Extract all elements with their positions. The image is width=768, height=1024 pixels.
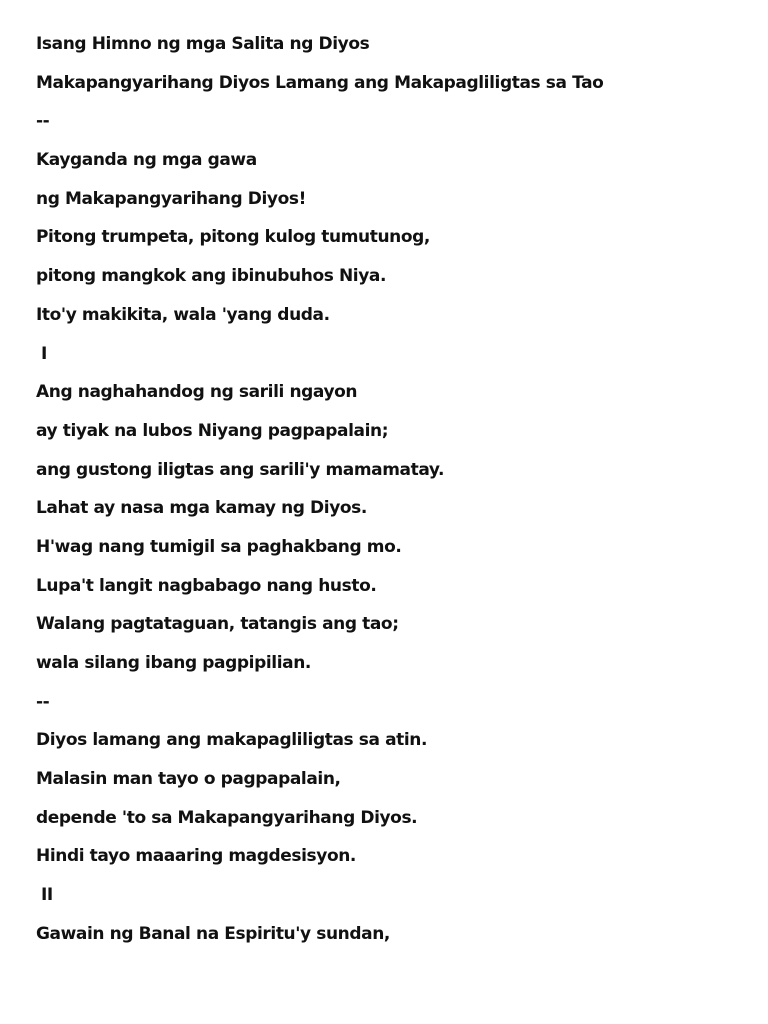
lyric-line: wala silang ibang pagpipilian.: [36, 653, 311, 673]
lyrics-document: [36, 25, 736, 954]
lyric-line: Walang pagtataguan, tatangis ang tao;: [36, 614, 399, 635]
section-separator: --: [36, 691, 50, 712]
lyric-line: Malasin man tayo o pagpapalain,: [36, 769, 341, 790]
verse-number: II: [41, 885, 53, 906]
lyric-line: Diyos lamang ang makapagliligtas sa atin.: [36, 730, 428, 751]
section-separator: --: [36, 111, 50, 132]
hymn-subtitle: Makapangyarihang Diyos Lamang ang Makapagliligtas sa Tao: [36, 72, 604, 93]
lyric-line: ay tiyak na lubos Niyang pagpapalain;: [36, 420, 389, 441]
lyric-line: Pitong trumpeta, pitong kulog tumutunog,: [36, 227, 430, 248]
lyric-line: pitong mangkok ang ibinubuhos Niya.: [36, 266, 387, 287]
verse-number: I: [41, 343, 47, 364]
lyric-line: ng Makapangyarihang Diyos!: [36, 188, 306, 209]
lyric-line: Gawain ng Banal na Espiritu'y sundan,: [36, 923, 390, 944]
lyric-line: ang gustong iligtas ang sarili'y mamamatay.: [36, 459, 445, 480]
lyric-line: H'wag nang tumigil sa paghakbang mo.: [36, 536, 402, 557]
lyric-line: Hindi tayo maaaring magdesisyon.: [36, 846, 356, 867]
hymn-title: Isang Himno ng mga Salita ng Diyos: [36, 34, 370, 54]
lyric-line: Ito'y makikita, wala 'yang duda.: [36, 304, 330, 325]
lyric-line: Ang naghahandog ng sarili ngayon: [36, 382, 358, 403]
lyric-line: Kayganda ng mga gawa: [36, 150, 257, 171]
lyric-line: Lahat ay nasa mga kamay ng Diyos.: [36, 498, 367, 519]
lyric-line: Lupa't langit nagbabago nang husto.: [36, 575, 377, 596]
lyric-line: depende 'to sa Makapangyarihang Diyos.: [36, 807, 418, 828]
